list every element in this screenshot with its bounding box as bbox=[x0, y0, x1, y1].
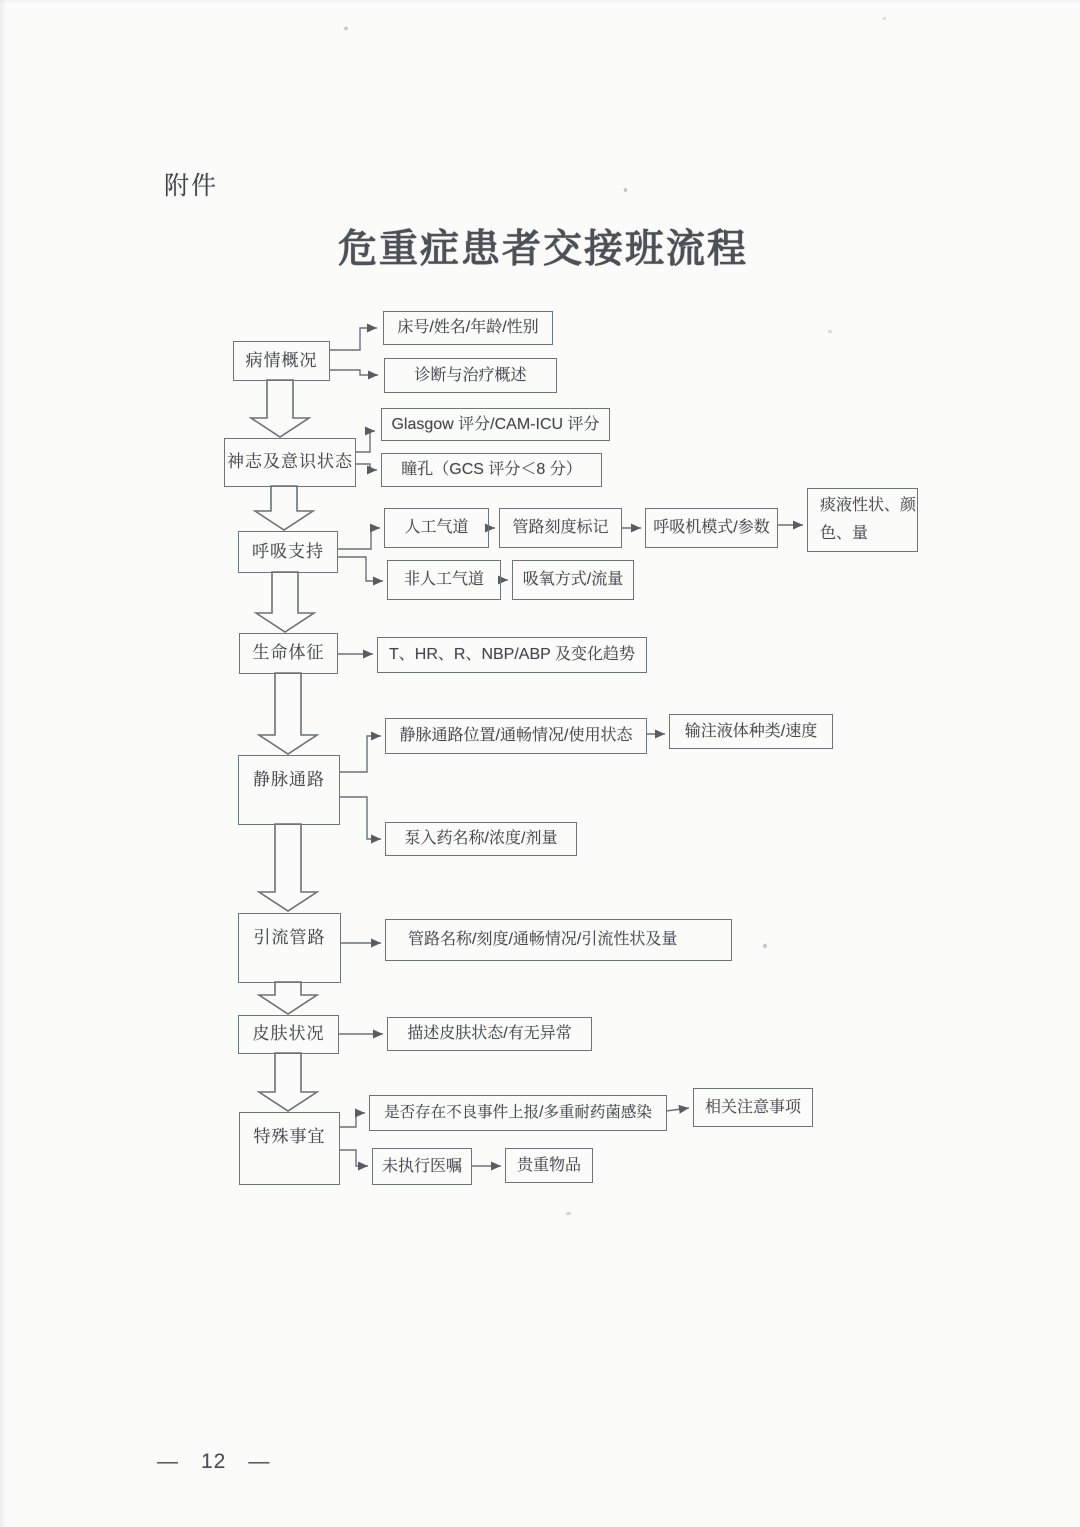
connector-special-unexecuted bbox=[340, 1150, 368, 1166]
connector-venous-pump bbox=[340, 797, 381, 839]
flow-node-sputum: 痰液性状、颜色、量 bbox=[807, 488, 918, 552]
scan-speck bbox=[828, 330, 832, 333]
flow-node-valuables: 贵重物品 bbox=[505, 1148, 593, 1183]
flow-node-bed-info: 床号/姓名/年龄/性别 bbox=[383, 311, 553, 345]
flow-node-vitals: 生命体征 bbox=[239, 633, 338, 674]
flow-node-pump-drug: 泵入药名称/浓度/剂量 bbox=[385, 822, 577, 856]
flow-node-artificial-airway: 人工气道 bbox=[384, 508, 489, 548]
flow-node-non-artificial-airway: 非人工气道 bbox=[387, 560, 501, 600]
flow-node-infusion: 输注液体种类/速度 bbox=[669, 714, 833, 749]
flow-node-venous-position: 静脉通路位置/通畅情况/使用状态 bbox=[385, 718, 647, 754]
flow-node-venous: 静脉通路 bbox=[238, 755, 340, 825]
connector-condition-bed bbox=[330, 328, 377, 350]
down-arrow-4 bbox=[259, 673, 317, 754]
connector-condition-diagnosis bbox=[330, 370, 378, 375]
flow-node-precautions: 相关注意事项 bbox=[693, 1088, 813, 1127]
scan-speck bbox=[344, 27, 348, 30]
flow-node-skin-detail: 描述皮肤状态/有无异常 bbox=[387, 1017, 592, 1051]
page-title: 危重症患者交接班流程 bbox=[338, 228, 749, 271]
down-arrow-6 bbox=[259, 982, 317, 1014]
flow-node-skin: 皮肤状况 bbox=[238, 1015, 339, 1054]
stage-down-arrows bbox=[251, 380, 317, 1111]
scan-speck bbox=[566, 1212, 571, 1215]
connector-consciousness-glasgow bbox=[356, 431, 375, 452]
scan-speck bbox=[883, 17, 886, 20]
flow-node-special: 特殊事宜 bbox=[239, 1112, 340, 1185]
connector-respiratory-artificial bbox=[338, 528, 380, 549]
flow-node-glasgow: Glasgow 评分/CAM-ICU 评分 bbox=[381, 408, 610, 441]
page-number-dash-right: — bbox=[248, 1450, 271, 1473]
scan-speck bbox=[763, 944, 767, 948]
page-number-value: 12 bbox=[201, 1450, 227, 1473]
attachment-label: 附件 bbox=[164, 172, 219, 200]
flow-node-drainage: 引流管路 bbox=[238, 913, 341, 983]
connector-venous-position bbox=[340, 736, 381, 772]
flow-node-adverse-event: 是否存在不良事件上报/多重耐药菌感染 bbox=[369, 1095, 667, 1131]
flow-node-oxygen: 吸氧方式/流量 bbox=[512, 560, 634, 600]
connector-adverse-precautions bbox=[666, 1108, 689, 1111]
flow-node-ventilator: 呼吸机模式/参数 bbox=[645, 508, 778, 548]
down-arrow-5 bbox=[259, 824, 317, 911]
flow-node-respiratory: 呼吸支持 bbox=[238, 531, 338, 573]
flow-node-pupil: 瞳孔（GCS 评分＜8 分） bbox=[381, 453, 602, 487]
connector-respiratory-nonartificial bbox=[338, 557, 383, 581]
flow-node-vitals-detail: T、HR、R、NBP/ABP 及变化趋势 bbox=[377, 637, 647, 673]
down-arrow-2 bbox=[255, 486, 313, 530]
scan-speck bbox=[624, 188, 627, 192]
flow-node-diagnosis: 诊断与治疗概述 bbox=[384, 358, 557, 393]
flow-node-unexecuted-orders: 未执行医嘱 bbox=[372, 1148, 472, 1185]
down-arrow-3 bbox=[256, 572, 314, 632]
connector-special-adverse bbox=[340, 1113, 365, 1127]
down-arrow-7 bbox=[259, 1053, 317, 1111]
flow-node-drainage-detail: 管路名称/刻度/通畅情况/引流性状及量 bbox=[385, 919, 732, 961]
page-number bbox=[157, 1450, 270, 1474]
flow-node-condition: 病情概况 bbox=[233, 341, 330, 381]
flow-node-tube-mark: 管路刻度标记 bbox=[499, 508, 622, 548]
page-number-dash-left: — bbox=[157, 1450, 179, 1473]
flow-node-consciousness: 神志及意识状态 bbox=[224, 438, 356, 487]
down-arrow-1 bbox=[251, 380, 309, 437]
connector-consciousness-pupil bbox=[356, 464, 377, 470]
